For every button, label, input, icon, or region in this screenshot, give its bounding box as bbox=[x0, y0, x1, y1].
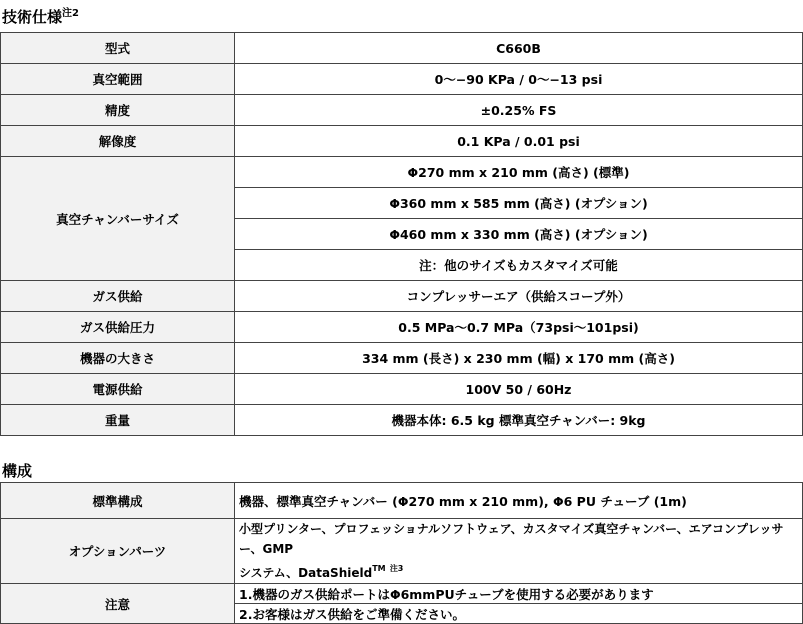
config-note-2: 2.お客様はガス供給をご準備ください。 bbox=[235, 604, 803, 624]
spec-title-note: 注2 bbox=[62, 8, 79, 19]
spec-row bbox=[1, 95, 803, 126]
spec-value-vacuum-range: 0～−90 KPa / 0～−13 psi bbox=[235, 64, 803, 95]
spec-value-chamber-option1: Φ360 mm x 585 mm (高さ) (オプション) bbox=[235, 188, 803, 219]
spec-value-power: 100V 50 / 60Hz bbox=[235, 374, 803, 405]
spec-label-gas-supply: ガス供給 bbox=[1, 281, 235, 312]
spec-label-size: 機器の大きさ bbox=[1, 343, 235, 374]
spec-value-size: 334 mm (長さ) x 230 mm (幅) x 170 mm (高さ) bbox=[235, 343, 803, 374]
config-row bbox=[1, 584, 803, 604]
spec-row bbox=[1, 126, 803, 157]
spec-row bbox=[1, 33, 803, 64]
spec-value-chamber-standard: Φ270 mm x 210 mm (高さ) (標準) bbox=[235, 157, 803, 188]
spec-label-accuracy: 精度 bbox=[1, 95, 235, 126]
spec-section-title bbox=[2, 4, 79, 27]
spec-value-model: C660B bbox=[235, 33, 803, 64]
config-row bbox=[1, 519, 803, 584]
config-value-standard: 機器、標準真空チャンバー (Φ270 mm x 210 mm), Φ6 PU チューブ (1m) bbox=[235, 483, 803, 519]
spec-label-gas-pressure: ガス供給圧力 bbox=[1, 312, 235, 343]
spec-row bbox=[1, 312, 803, 343]
spec-value-weight: 機器本体: 6.5 kg 標準真空チャンバー: 9kg bbox=[235, 405, 803, 436]
trademark-mark: TM bbox=[372, 564, 386, 573]
options-line1: 小型プリンター、プロフェッショナルソフトウェア、カスタマイズ真空チャンバー、エアコンプレッサー、GMP bbox=[239, 522, 784, 556]
spec-row bbox=[1, 343, 803, 374]
config-note-1: 1.機器のガス供給ポートはΦ6mmPUチューブを使用する必要があります bbox=[235, 584, 803, 604]
spec-table bbox=[0, 32, 803, 436]
spec-row bbox=[1, 157, 803, 188]
spec-label-resolution: 解像度 bbox=[1, 126, 235, 157]
spec-value-resolution: 0.1 KPa / 0.01 psi bbox=[235, 126, 803, 157]
spec-value-accuracy: ±0.25% FS bbox=[235, 95, 803, 126]
spec-row bbox=[1, 64, 803, 95]
spec-label-power: 電源供給 bbox=[1, 374, 235, 405]
config-value-options bbox=[235, 519, 803, 584]
options-line2: システム、DataShield bbox=[239, 566, 373, 580]
spec-label-vacuum-range: 真空範囲 bbox=[1, 64, 235, 95]
options-note-ref: 注3 bbox=[389, 564, 404, 573]
spec-value-chamber-note: 注：他のサイズもカスタマイズ可能 bbox=[235, 250, 803, 281]
spec-value-gas-supply: コンプレッサーエア（供給スコープ外） bbox=[235, 281, 803, 312]
config-table bbox=[0, 482, 803, 624]
spec-value-gas-pressure: 0.5 MPa～0.7 MPa（73psi～101psi) bbox=[235, 312, 803, 343]
config-row bbox=[1, 483, 803, 519]
config-section-title: 構成 bbox=[2, 462, 33, 480]
spec-value-chamber-option2: Φ460 mm x 330 mm (高さ) (オプション) bbox=[235, 219, 803, 250]
spec-title-text: 技術仕様 bbox=[2, 8, 63, 26]
config-label-standard: 標準構成 bbox=[1, 483, 235, 519]
spec-label-weight: 重量 bbox=[1, 405, 235, 436]
config-label-notes: 注意 bbox=[1, 584, 235, 624]
spec-row bbox=[1, 281, 803, 312]
spec-row bbox=[1, 374, 803, 405]
config-label-options: オプションパーツ bbox=[1, 519, 235, 584]
spec-row bbox=[1, 405, 803, 436]
spec-label-chamber: 真空チャンバーサイズ bbox=[1, 157, 235, 281]
spec-label-model: 型式 bbox=[1, 33, 235, 64]
